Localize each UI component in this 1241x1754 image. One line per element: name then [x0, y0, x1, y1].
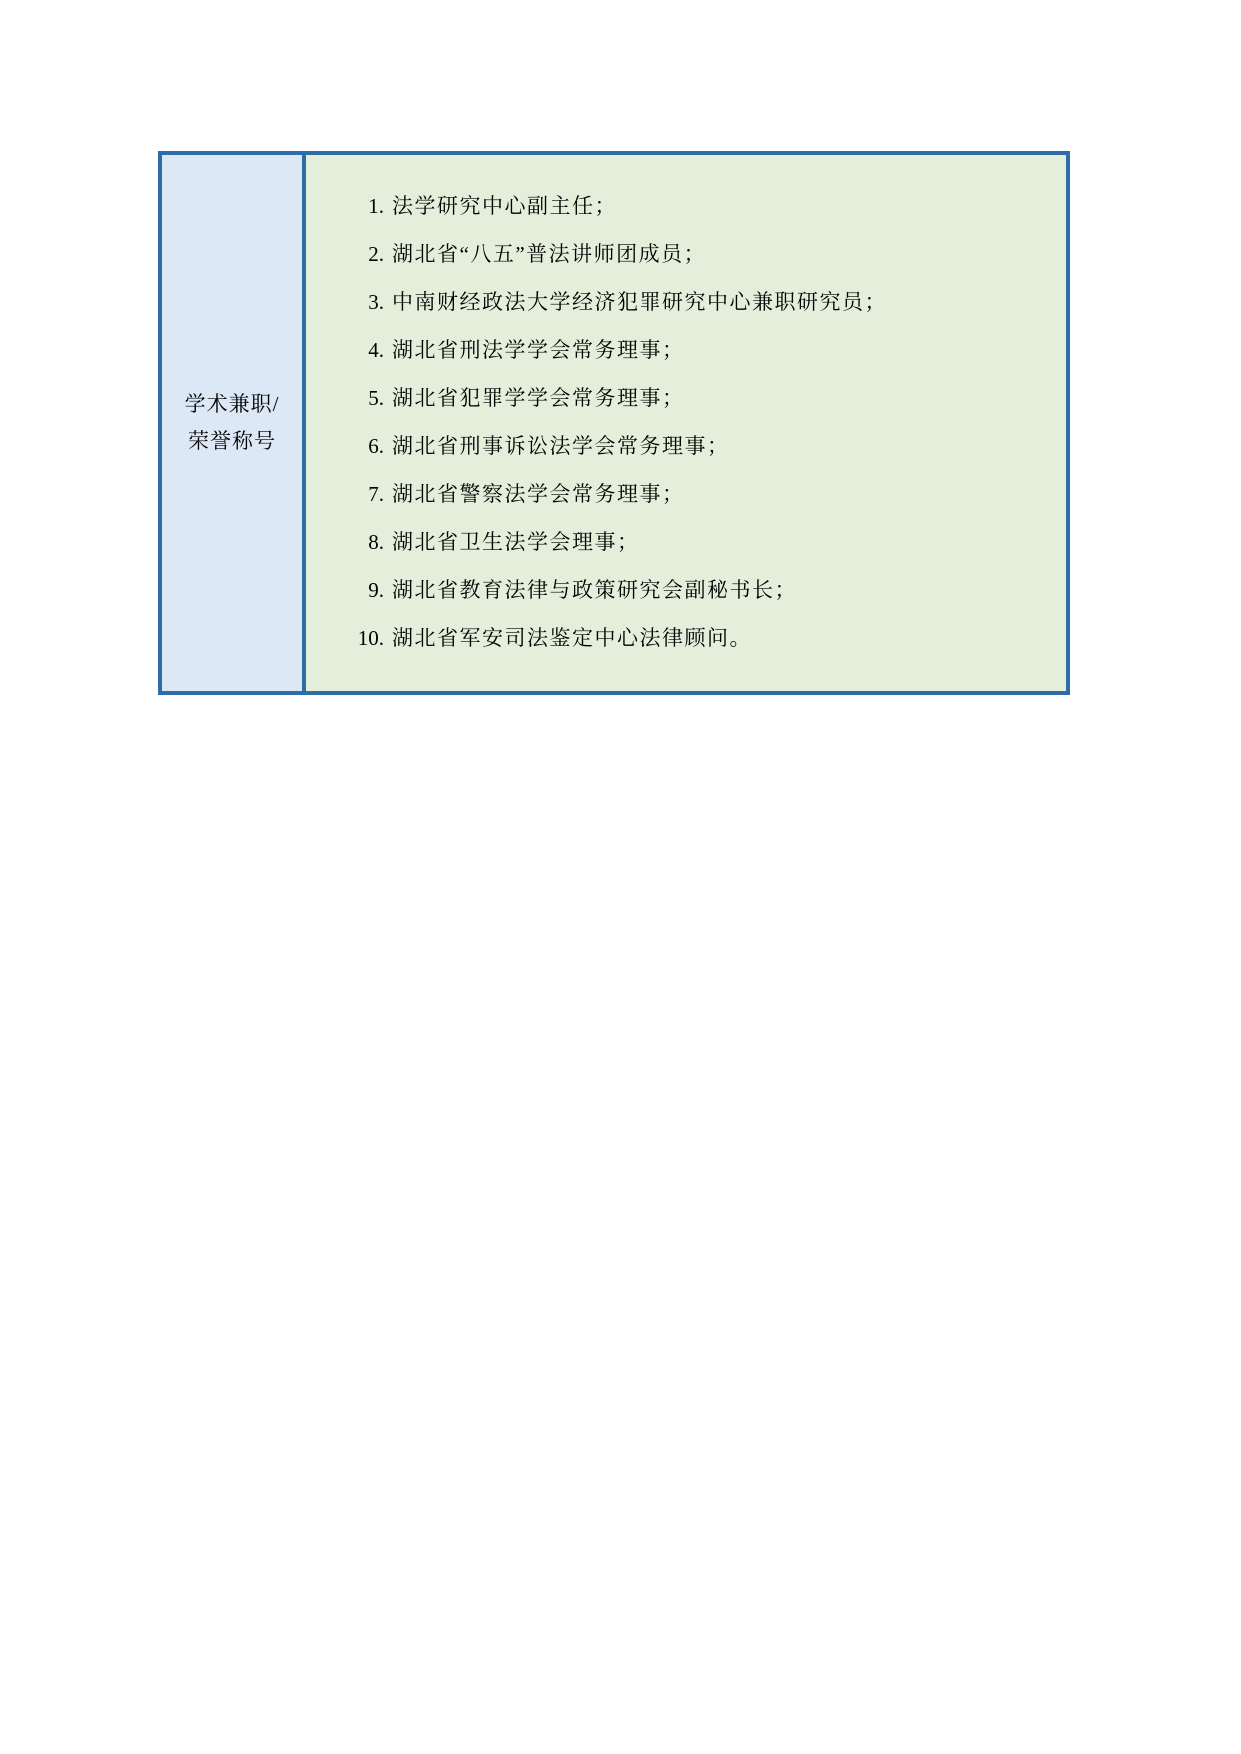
list-item-text: 法学研究中心副主任； [392, 194, 617, 218]
list-item-text: 中南财经政法大学经济犯罪研究中心兼职研究员； [392, 290, 887, 314]
list-item-text: 湖北省“八五”普法讲师团成员； [392, 242, 707, 266]
list-item-text: 湖北省教育法律与政策研究会副秘书长； [392, 578, 797, 602]
row-header-label [185, 386, 280, 460]
row-header-line-2: 荣誉称号 [188, 429, 276, 453]
list-item-text: 湖北省犯罪学学会常务理事； [392, 386, 685, 410]
row-content-cell [306, 155, 1066, 691]
list-item [346, 278, 1050, 326]
row-header-cell [162, 155, 306, 691]
row-header-line-1: 学术兼职/ [184, 392, 280, 416]
list-item-number: 6. [368, 434, 384, 458]
list-item-text: 湖北省警察法学会常务理事； [392, 482, 685, 506]
list-item [346, 182, 1050, 230]
list-item-text: 湖北省刑法学学会常务理事； [392, 338, 685, 362]
list-item-number: 3. [368, 290, 384, 314]
list-item-text: 湖北省刑事诉讼法学会常务理事； [392, 434, 730, 458]
list-item [346, 518, 1050, 566]
list-item [346, 566, 1050, 614]
list-item [346, 374, 1050, 422]
list-item-number: 7. [368, 482, 384, 506]
list-item-text: 湖北省军安司法鉴定中心法律顾问。 [392, 626, 752, 650]
list-item-number: 5. [368, 386, 384, 410]
list-item [346, 470, 1050, 518]
list-item [346, 614, 1050, 662]
list-item-number: 2. [368, 242, 384, 266]
list-item-number: 9. [368, 578, 384, 602]
list-item-number: 4. [368, 338, 384, 362]
list-item [346, 422, 1050, 470]
list-item-number: 10. [357, 626, 384, 650]
list-item-text: 湖北省卫生法学会理事； [392, 530, 640, 554]
list-item [346, 230, 1050, 278]
list-item-number: 1. [368, 194, 384, 218]
profile-table [158, 151, 1070, 695]
list-item-number: 8. [368, 530, 384, 554]
list-item [346, 326, 1050, 374]
